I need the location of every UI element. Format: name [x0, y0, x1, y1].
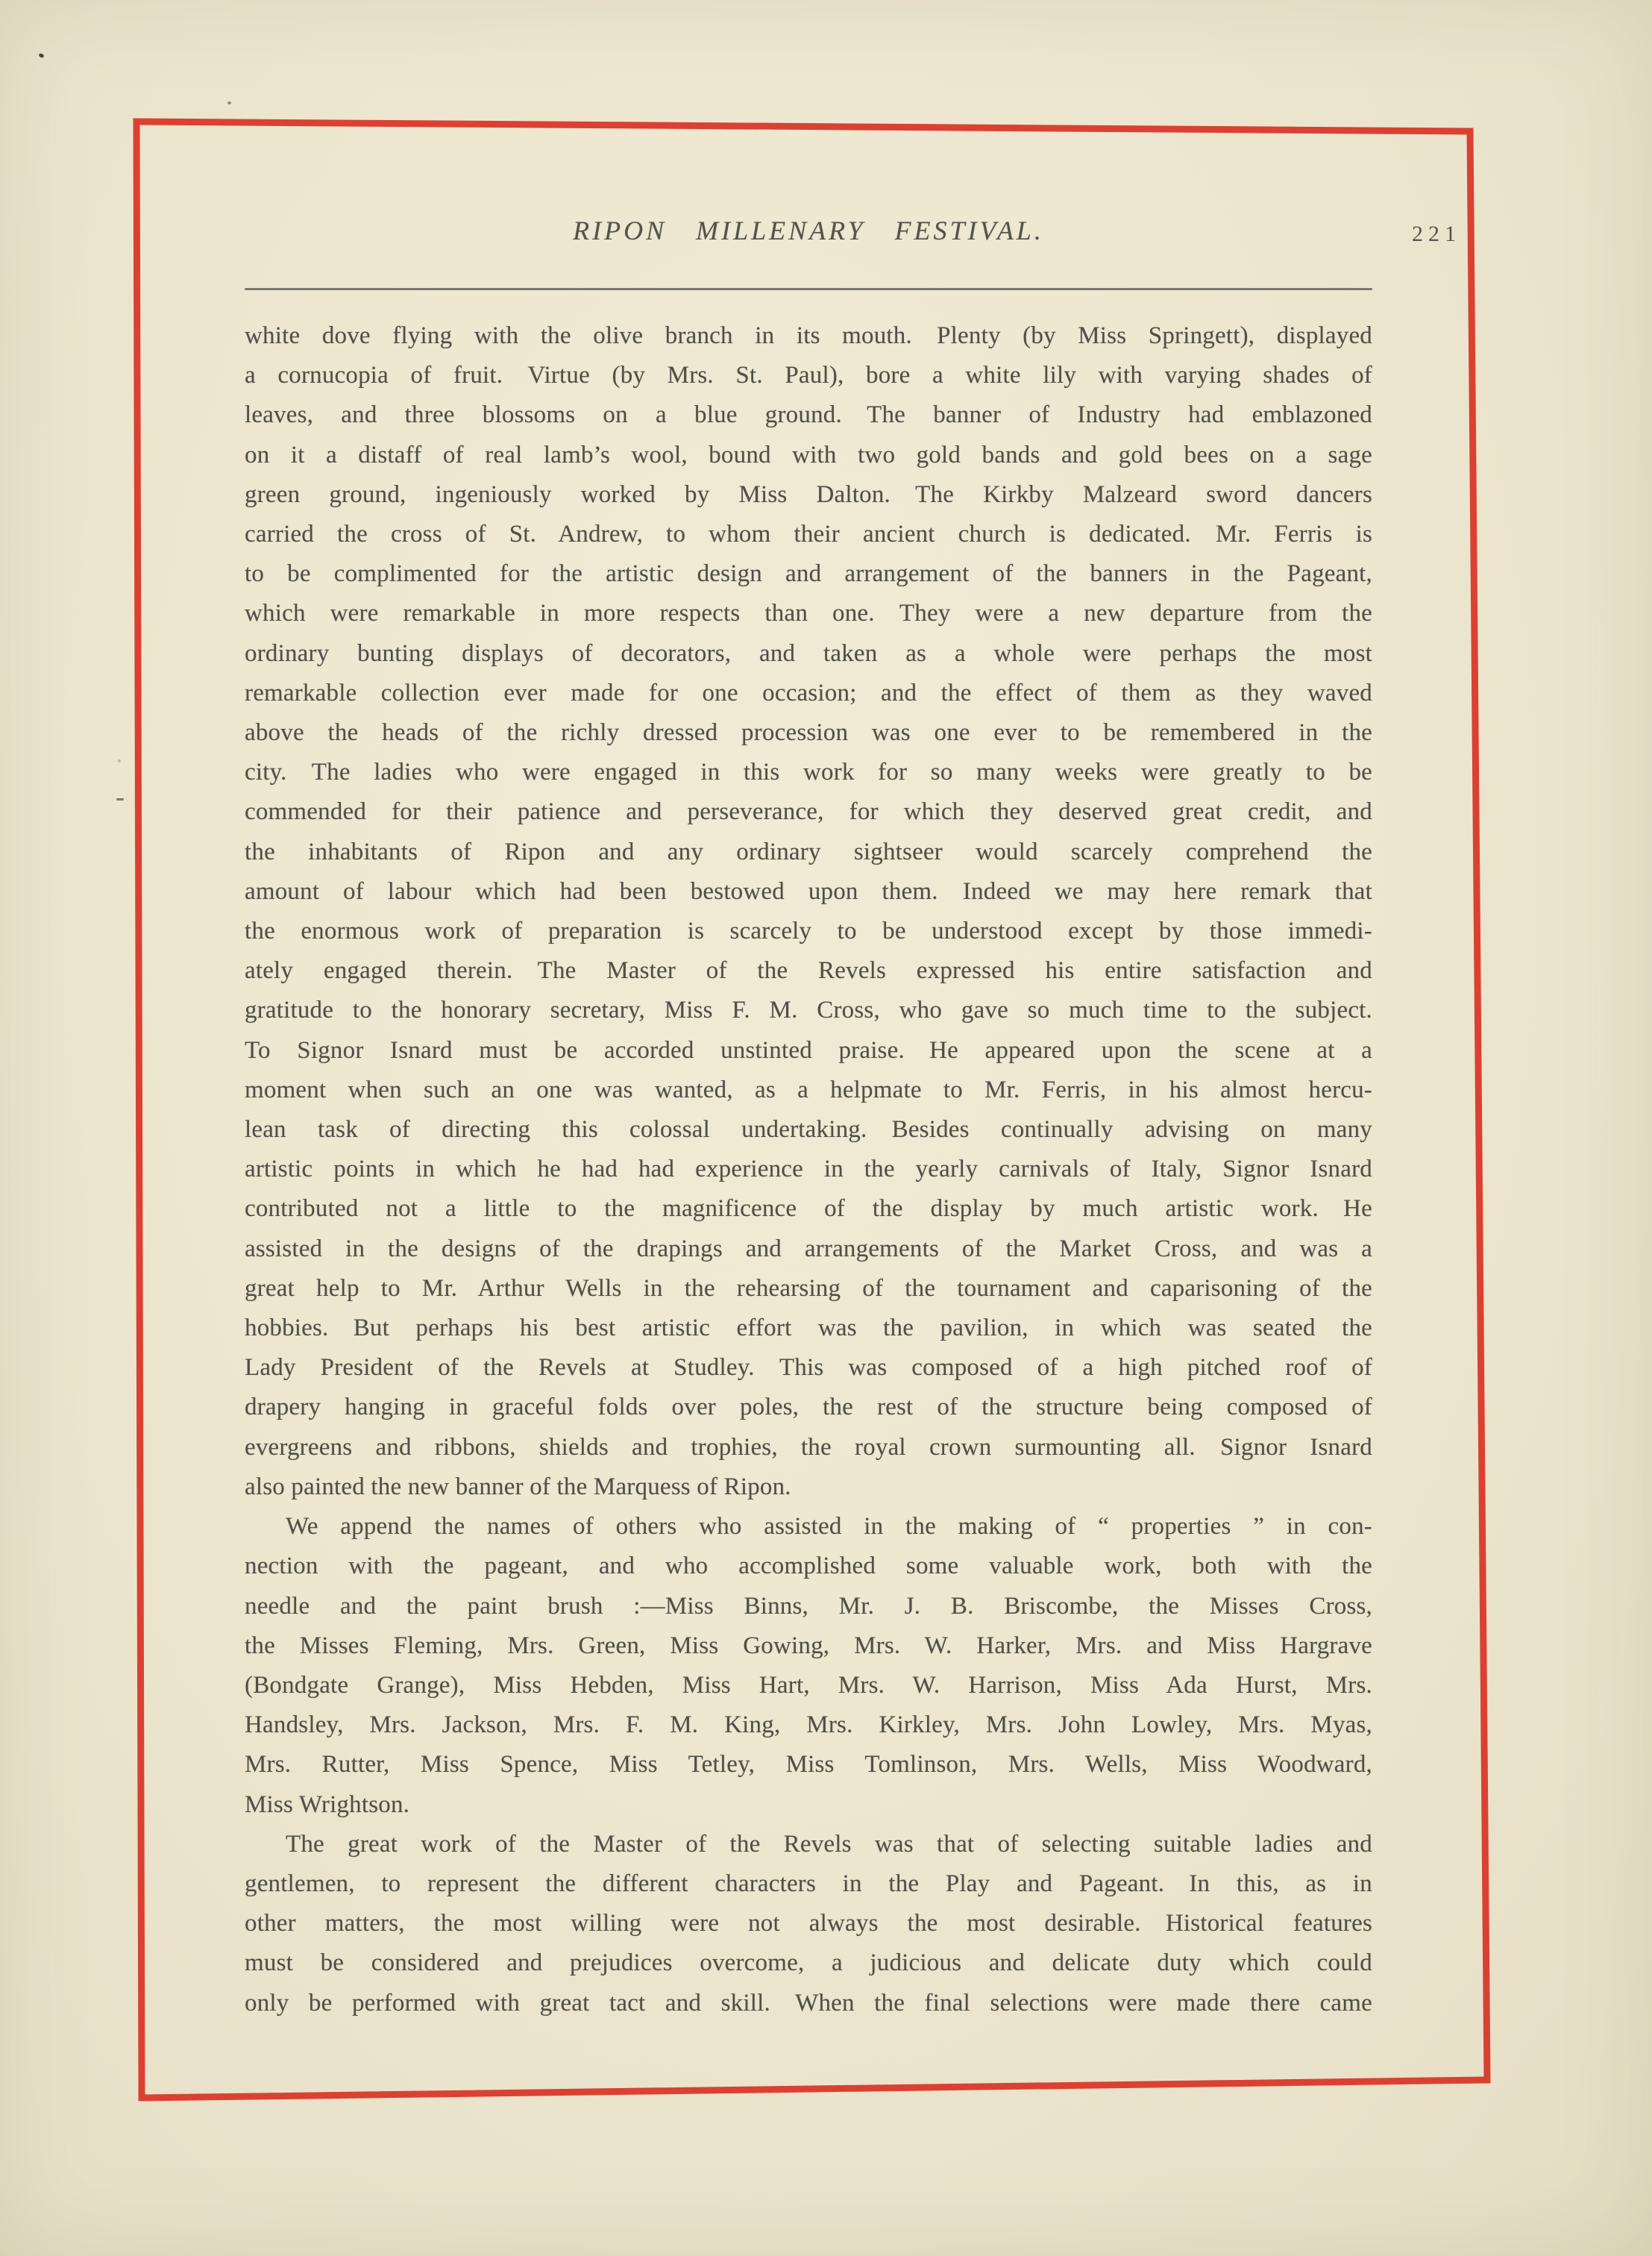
text-line: lean task of directing this colossal undertaking. Besides continually advising on many — [245, 1116, 1372, 1144]
text-line: Lady President of the Revels at Studley. This was composed of a high pitched roof of — [245, 1354, 1372, 1382]
paragraph — [245, 1507, 1372, 1825]
text-line: ordinary bunting displays of decorators, and taken as a whole were perhaps the most — [245, 639, 1372, 667]
text-line: gratitude to the honorary secretary, Miss F. M. Cross, who gave so much time to the subject. — [245, 997, 1372, 1024]
text-line: artistic points in which he had had experience in the yearly carnivals of Italy, Signor Isnard — [245, 1156, 1372, 1183]
text-line: contributed not a little to the magnificence of the display by much artistic work. He — [245, 1195, 1372, 1223]
header-divider — [245, 288, 1372, 290]
page-number: 221 — [1412, 222, 1461, 246]
text-line: Handsley, Mrs. Jackson, Mrs. F. M. King, Mrs. Kirkley, Mrs. John Lowley, Mrs. Myas, — [245, 1711, 1372, 1739]
text-line: hobbies. But perhaps his best artistic effort was the pavilion, in which was seated the — [245, 1315, 1372, 1342]
text-line: city. The ladies who were engaged in this work for so many weeks were greatly to be — [245, 759, 1372, 786]
paragraph — [245, 1825, 1372, 2023]
text-line: only be performed with great tact and skill. When the final selections were made there came — [245, 1989, 1372, 2017]
text-line: the enormous work of preparation is scarcely to be understood except by those immedi- — [245, 918, 1372, 945]
text-line: great help to Mr. Arthur Wells in the rehearsing of the tournament and caparisoning of the — [245, 1274, 1372, 1302]
text-line: evergreens and ribbons, shields and trophies, the royal crown surmounting all. Signor Isnard — [245, 1433, 1372, 1461]
text-line: Miss Wrightson. — [245, 1790, 410, 1818]
text-line: nection with the pageant, and who accomplished some valuable work, both with the — [245, 1552, 1372, 1580]
text-line: To Signor Isnard must be accorded unstinted praise. He appeared upon the scene at a — [245, 1036, 1372, 1064]
scan-speck — [227, 101, 231, 104]
text-line: The great work of the Master of the Revels was that of selecting suitable ladies and — [286, 1830, 1372, 1858]
text-line: commended for their patience and perseverance, for which they deserved great credit, and — [245, 798, 1372, 826]
text-line: carried the cross of St. Andrew, to whom their ancient church is dedicated. Mr. Ferris is — [245, 521, 1372, 548]
body-text — [245, 316, 1372, 2023]
text-line: also painted the new banner of the Marquess of Ripon. — [245, 1473, 791, 1500]
text-line: a cornucopia of fruit. Virtue (by Mrs. St. Paul), bore a white lily with varying shades of — [245, 362, 1372, 389]
text-line: the Misses Fleming, Mrs. Green, Miss Gowing, Mrs. W. Harker, Mrs. and Miss Hargrave — [245, 1632, 1372, 1659]
text-line: the inhabitants of Ripon and any ordinary sightseer would scarcely comprehend the — [245, 838, 1372, 865]
text-line: ately engaged therein. The Master of the Revels expressed his entire satisfaction and — [245, 957, 1372, 985]
text-line: drapery hanging in graceful folds over poles, the rest of the structure being composed of — [245, 1394, 1372, 1421]
scan-speck — [38, 53, 44, 58]
text-line: leaves, and three blossoms on a blue ground. The banner of Industry had emblazoned — [245, 401, 1372, 429]
text-line: Mrs. Rutter, Miss Spence, Miss Tetley, Miss Tomlinson, Mrs. Wells, Miss Woodward, — [245, 1751, 1372, 1779]
paragraph — [245, 316, 1372, 1507]
text-line: above the heads of the richly dressed procession was one ever to be remembered in the — [245, 719, 1372, 747]
text-line: We append the names of others who assisted in the making of “ properties ” in con- — [286, 1513, 1372, 1541]
text-line: to be complimented for the artistic design and arrangement of the banners in the Pageant, — [245, 560, 1372, 588]
text-line: which were remarkable in more respects than one. They were a new departure from the — [245, 600, 1372, 627]
text-line: on it a distaff of real lamb’s wool, bound with two gold bands and gold bees on a sage — [245, 441, 1372, 469]
text-line: needle and the paint brush :—Miss Binns, Mr. J. B. Briscombe, the Misses Cross, — [245, 1592, 1372, 1620]
text-line: (Bondgate Grange), Miss Hebden, Miss Hart, Mrs. W. Harrison, Miss Ada Hurst, Mrs. — [245, 1671, 1372, 1699]
scan-speck — [116, 798, 124, 800]
page-header-title: RIPON MILLENARY FESTIVAL. — [573, 216, 1044, 245]
text-line: green ground, ingeniously worked by Miss Dalton. The Kirkby Malzeard sword dancers — [245, 480, 1372, 508]
text-line: other matters, the most willing were not always the most desirable. Historical features — [245, 1910, 1372, 1937]
text-line: moment when such an one was wanted, as a helpmate to Mr. Ferris, in his almost hercu- — [245, 1076, 1372, 1103]
scan-speck — [118, 759, 121, 762]
text-line: assisted in the designs of the drapings and arrangements of the Market Cross, and was a — [245, 1235, 1372, 1262]
text-line: gentlemen, to represent the different characters in the Play and Pageant. In this, as in — [245, 1870, 1372, 1897]
text-line: white dove flying with the olive branch in its mouth. Plenty (by Miss Springett), displayed — [245, 322, 1372, 349]
text-line: must be considered and prejudices overcome, a judicious and delicate duty which could — [245, 1949, 1372, 1977]
text-line: remarkable collection ever made for one occasion; and the effect of them as they waved — [245, 679, 1372, 706]
text-line: amount of labour which had been bestowed upon them. Indeed we may here remark that — [245, 877, 1372, 905]
